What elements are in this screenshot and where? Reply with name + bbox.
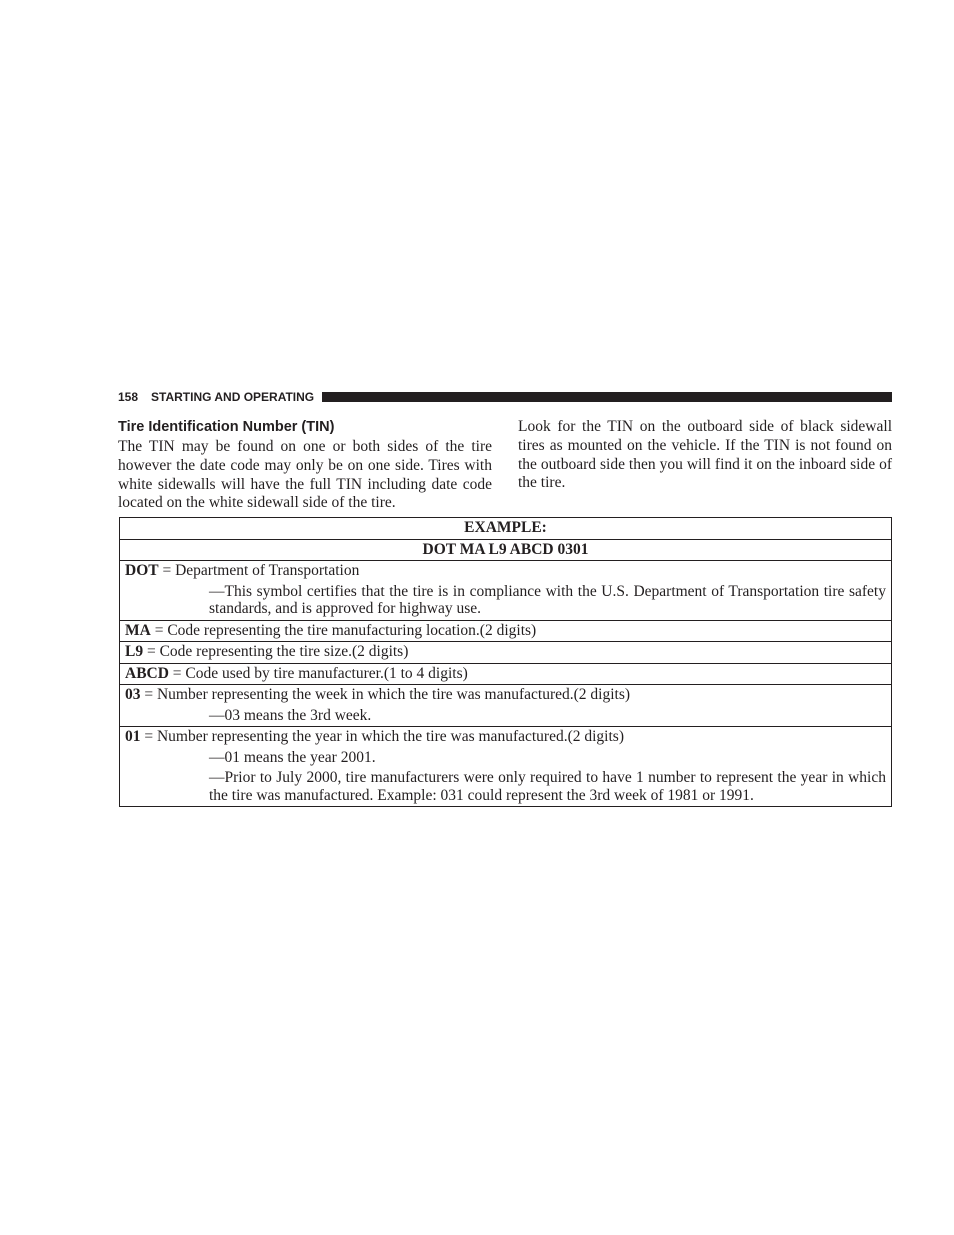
table-cell <box>120 561 892 621</box>
row-code: DOT <box>125 562 159 579</box>
tin-heading: Tire Identification Number (TIN) <box>118 419 335 435</box>
table-cell <box>120 727 892 807</box>
row-definition <box>125 562 886 580</box>
table-example-row <box>120 539 892 561</box>
row-definition <box>125 643 886 661</box>
page-header <box>118 388 892 406</box>
row-definition <box>125 686 886 704</box>
header-rule <box>322 392 892 402</box>
table-cell <box>120 685 892 727</box>
table-row <box>120 620 892 642</box>
tin-example-table <box>119 517 892 807</box>
page-number: 158 <box>118 390 139 404</box>
right-paragraph: Look for the TIN on the outboard side of black sidewall tires as mounted on the vehicle. If the TIN is not found on the outboard side then you will find it on the inboard side of the tire. <box>518 418 892 492</box>
table-row <box>120 685 892 727</box>
row-definition <box>125 665 886 683</box>
row-text: = Number representing the week in which the tire was manufactured.(2 digits) <box>140 686 631 703</box>
row-text: = Code used by tire manufacturer.(1 to 4 digits) <box>168 664 468 682</box>
table-title-row <box>120 518 892 540</box>
table-row <box>120 663 892 685</box>
right-column <box>518 418 892 493</box>
table-example: DOT MA L9 ABCD 0301 <box>120 539 892 561</box>
row-note: —01 means the year 2001. <box>209 748 376 766</box>
row-note: —This symbol certifies that the tire is in compliance with the U.S. Department of Transportation tire safety standards, and is approved for highway use. <box>209 582 886 617</box>
table-row <box>120 642 892 664</box>
table-title: EXAMPLE: <box>120 518 892 540</box>
row-text: = Code representing the tire manufacturing location.(2 digits) <box>150 621 537 639</box>
row-code: 03 <box>125 686 141 703</box>
table-row <box>120 561 892 621</box>
table-cell <box>120 642 892 664</box>
table-row <box>120 727 892 807</box>
row-definition <box>125 622 886 640</box>
row-text: = Department of Transportation <box>158 562 360 579</box>
row-code: L9 <box>125 643 144 660</box>
row-definition <box>125 728 886 746</box>
table-cell <box>120 663 892 685</box>
row-note: —03 means the 3rd week. <box>209 706 372 724</box>
left-paragraph: The TIN may be found on one or both sides of the tire however the date code may only be on one side. Tires with white sidewalls will have the full TIN including date code located on the white sidewall side of the tire. <box>118 438 492 512</box>
section-title: STARTING AND OPERATING <box>151 390 315 404</box>
row-code: MA <box>125 621 151 639</box>
row-text: = Number representing the year in which the tire was manufactured.(2 digits) <box>140 728 624 745</box>
row-text: = Code representing the tire size.(2 digits) <box>143 643 409 660</box>
left-column <box>118 418 492 513</box>
table-cell <box>120 620 892 642</box>
row-note: —Prior to July 2000, tire manufacturers were only required to have 1 number to represent the year in which the tire was manufactured. Example: 031 could represent the 3rd week of 1981 or 1991. <box>209 769 886 804</box>
row-code: 01 <box>125 728 141 745</box>
row-code: ABCD <box>125 664 169 682</box>
